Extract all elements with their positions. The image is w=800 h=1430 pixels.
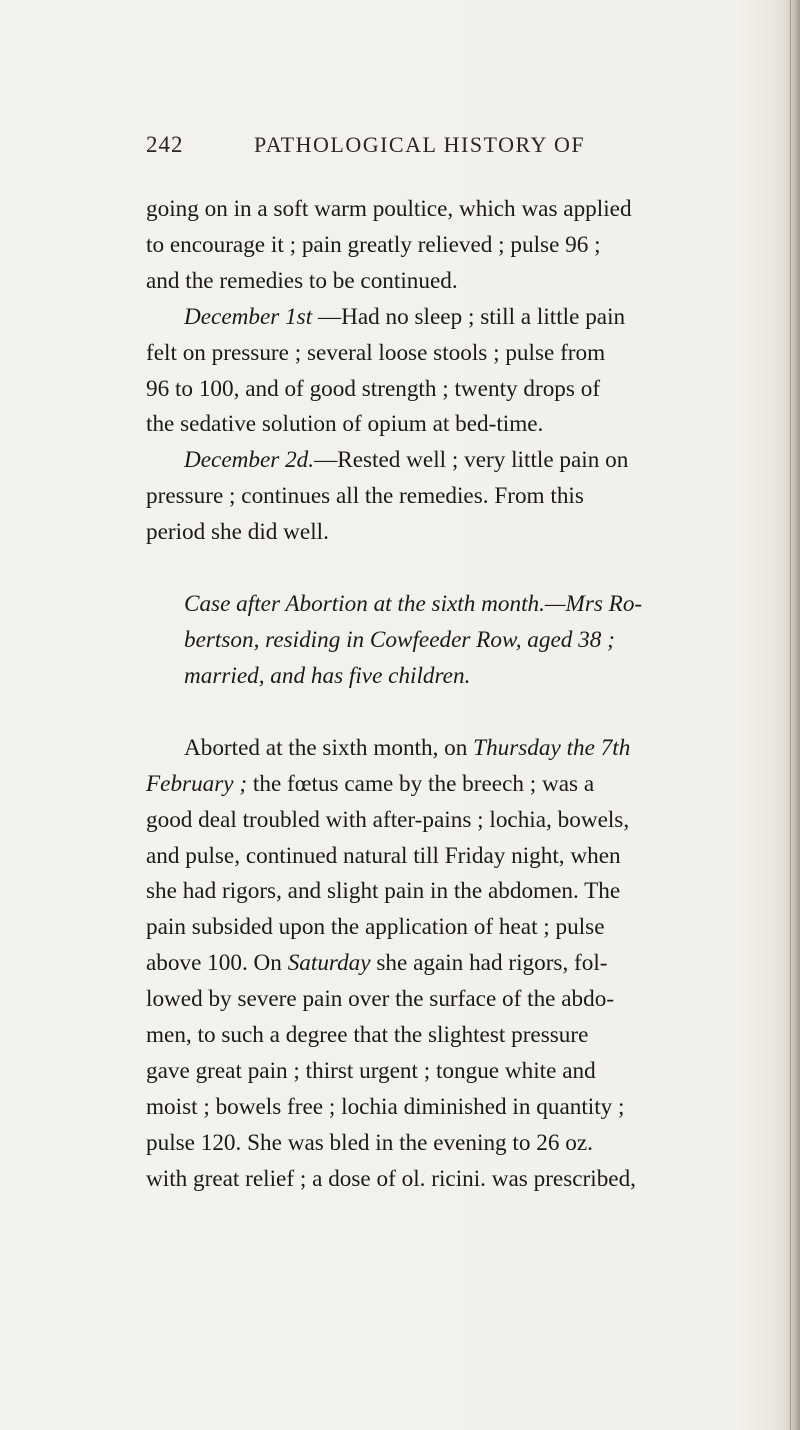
text-fragment: the fœtus came by the breech ; was a xyxy=(247,770,595,797)
paragraph-case-report xyxy=(146,731,746,1198)
date-heading: December 2d. xyxy=(184,447,315,474)
text-line xyxy=(146,443,746,479)
page-edge-line xyxy=(790,0,791,1430)
date-heading: December 1st xyxy=(184,303,313,330)
text-line: pulse 120. She was bled in the evening to 26 oz. xyxy=(146,1129,593,1156)
text-fragment: above 100. On xyxy=(146,950,288,977)
text-fragment: Aborted at the sixth month, on xyxy=(184,734,474,761)
case-heading xyxy=(146,587,746,695)
body-text xyxy=(146,192,746,1198)
text-fragment: —Rested well ; very little pain on xyxy=(314,447,629,474)
text-line: and pulse, continued natural till Friday night, when xyxy=(146,842,621,869)
text-line xyxy=(146,767,746,803)
text-line: Case after Abortion at the sixth month.—Mrs Ro- xyxy=(184,591,643,618)
paragraph-december-1 xyxy=(146,300,746,444)
running-head: PATHOLOGICAL HISTORY OF xyxy=(254,132,586,157)
text-line xyxy=(146,300,746,336)
text-line: with great relief ; a dose of ol. ricini. was prescribed, xyxy=(146,1165,636,1192)
text-line: bertson, residing in Cowfeeder Row, aged 38 ; xyxy=(184,626,615,653)
text-line: to encourage it ; pain greatly relieved ; pulse 96 ; xyxy=(146,231,601,258)
date-reference: Thursday the 7th xyxy=(473,734,631,761)
text-line: married, and has five children. xyxy=(184,662,471,689)
date-reference: February ; xyxy=(146,770,248,797)
text-line: she had rigors, and slight pain in the abdomen. The xyxy=(146,878,621,905)
text-line: period she did well. xyxy=(146,519,329,546)
text-fragment: she again had rigors, fol- xyxy=(370,950,608,977)
text-line: lowed by severe pain over the surface of the abdo- xyxy=(146,986,615,1013)
text-line: gave great pain ; thirst urgent ; tongue white and xyxy=(146,1057,596,1084)
text-line: pressure ; continues all the remedies. From this xyxy=(146,483,584,510)
text-fragment: —Had no sleep ; still a little pain xyxy=(312,303,626,330)
paragraph-continued xyxy=(146,192,746,300)
paragraph-december-2 xyxy=(146,443,746,551)
text-line: felt on pressure ; several loose stools ; pulse from xyxy=(146,339,606,366)
text-line: the sedative solution of opium at bed-time. xyxy=(146,411,544,438)
page-number: 242 xyxy=(146,132,184,157)
text-line: good deal troubled with after-pains ; lochia, bowels, xyxy=(146,806,630,833)
date-reference: Saturday xyxy=(287,950,371,977)
text-line xyxy=(146,946,746,982)
page-header xyxy=(146,132,746,166)
text-line: going on in a soft warm poultice, which was applied xyxy=(146,196,632,222)
text-line: moist ; bowels free ; lochia diminished in quantity ; xyxy=(146,1093,625,1120)
text-line xyxy=(146,731,746,767)
text-line: pain subsided upon the application of heat ; pulse xyxy=(146,914,605,941)
text-line: men, to such a degree that the slightest pressure xyxy=(146,1022,589,1049)
page-edge-shadow xyxy=(786,0,800,1430)
text-line: 96 to 100, and of good strength ; twenty drops of xyxy=(146,375,601,402)
text-line: and the remedies to be continued. xyxy=(146,267,458,294)
